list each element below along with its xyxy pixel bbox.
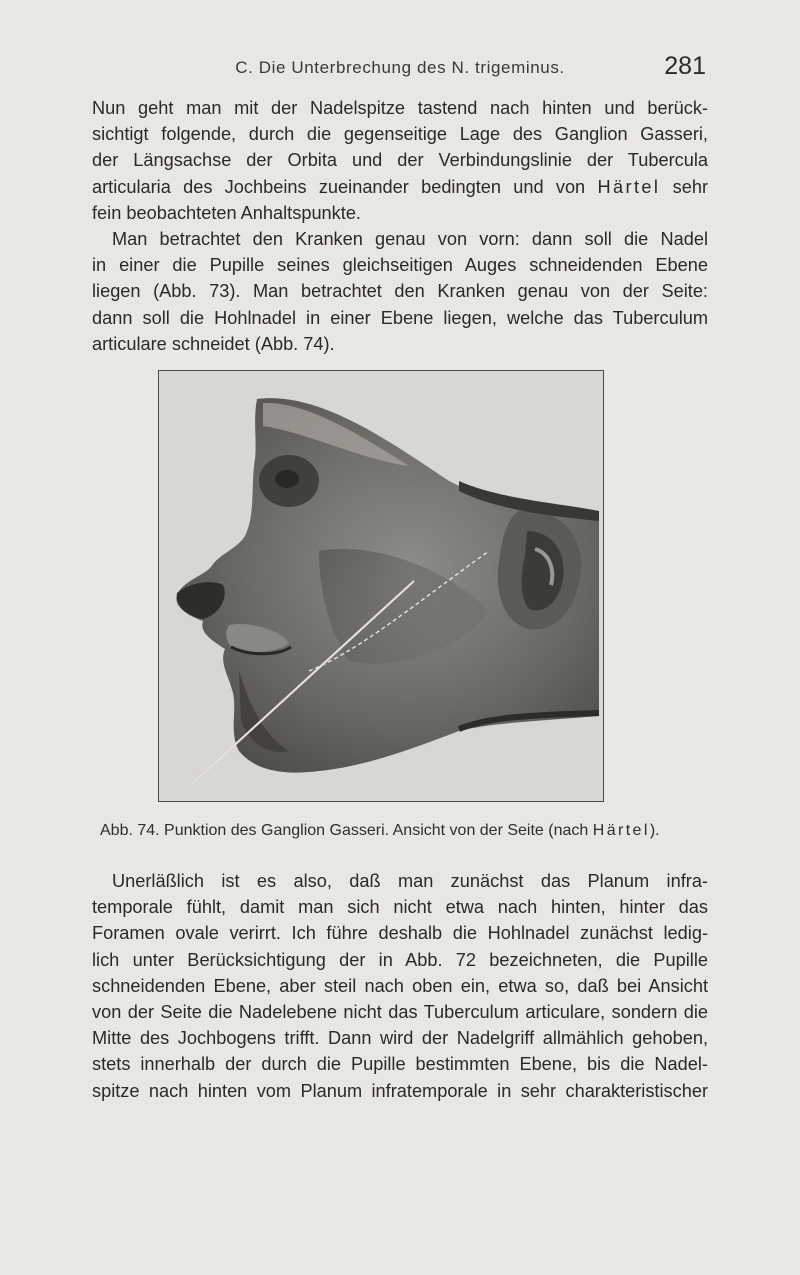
paragraph-3: [92, 868, 708, 1104]
text-line: sichtigt folgende, durch die gegenseitige Lage des Ganglion Gasseri,: [92, 124, 708, 145]
author-name: Härtel: [597, 176, 661, 197]
page-number: 281: [664, 52, 706, 80]
text-line: spitze nach hinten vom Planum infratemporale in sehr charakteristischer: [92, 1080, 708, 1101]
text-line: liegen (Abb. 73). Man betrachtet den Kranken genau von der Seite:: [92, 281, 708, 302]
text-line: Unerläßlich ist es also, daß man zunächst das Planum infra-: [112, 871, 708, 891]
paragraph-1: [92, 95, 708, 226]
text-line: [92, 174, 708, 200]
text-fragment: sehr: [660, 176, 708, 197]
text-line: temporale fühlt, damit man sich nicht etwa nach hinten, hinter das: [92, 897, 708, 918]
face-profile-illustration: [159, 371, 604, 802]
text-line: Man betrachtet den Kranken genau von vorn: dann soll die Nadel: [112, 229, 708, 249]
caption-text-end: ).: [649, 822, 660, 839]
text-line: stets innerhalb der durch die Pupille bestimmten Ebene, bis die Nadel-: [92, 1054, 708, 1075]
text-line: Foramen ovale verirrt. Ich führe deshalb die Hohlnadel zunächst ledig-: [92, 923, 708, 944]
caption-author: Härtel: [592, 822, 650, 839]
text-line: in einer die Pupille seines gleichseitigen Auges schneidenden Ebene: [92, 255, 708, 276]
text-line: der Längsachse der Orbita und der Verbindungslinie der Tubercula: [92, 150, 708, 171]
text-line: von der Seite die Nadelebene nicht das Tuberculum articulare, sondern die: [92, 1002, 708, 1023]
text-fragment: articularia des Jochbeins zueinander bedingten und von: [92, 176, 598, 197]
text-line: dann soll die Hohlnadel in einer Ebene liegen, welche das Tuberculum: [92, 307, 708, 328]
text-line: Nun geht man mit der Nadelspitze tastend nach hinten und berück-: [92, 98, 708, 118]
paragraph-2: [92, 226, 708, 357]
figure-caption: [100, 820, 708, 842]
text-line: Mitte des Jochbogens trifft. Dann wird der Nadelgriff allmählich gehoben,: [92, 1028, 708, 1049]
text-line: articulare schneidet (Abb. 74).: [92, 333, 335, 354]
text-line: fein beobachteten Anhaltspunkte.: [92, 202, 361, 223]
running-header: [92, 52, 708, 84]
caption-text: Abb. 74. Punktion des Ganglion Gasseri. Ansicht von der Seite (nach: [100, 822, 593, 839]
figure-photo: [158, 370, 604, 802]
text-line: schneidenden Ebene, aber steil nach oben ein, etwa so, daß bei Ansicht: [92, 975, 708, 996]
running-title: C. Die Unterbrechung des N. trigeminus.: [235, 58, 565, 77]
text-line: lich unter Berücksichtigung der in Abb. 72 bezeichneten, die Pupille: [92, 949, 708, 970]
